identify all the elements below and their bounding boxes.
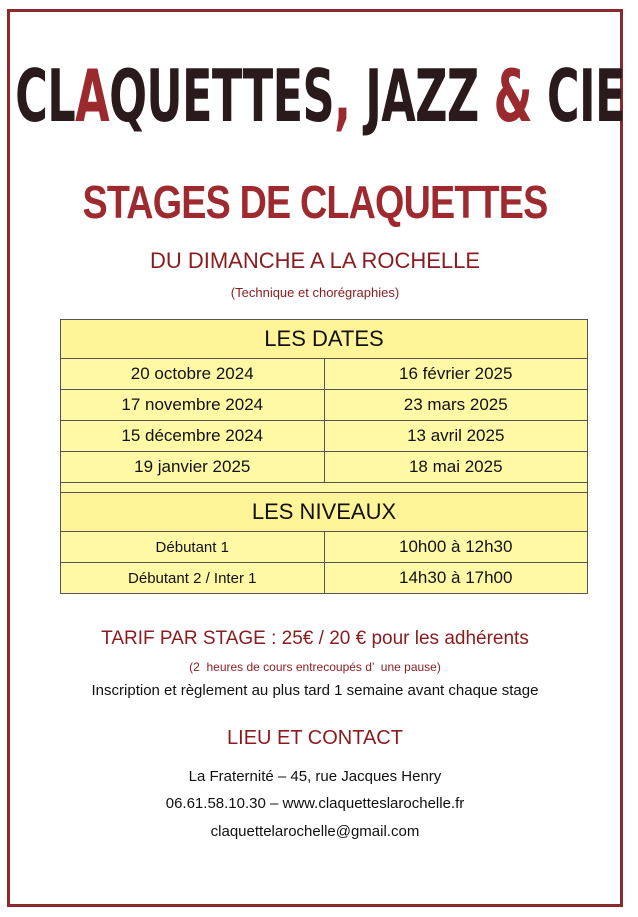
table-row (61, 390, 588, 421)
tarif-line: TARIF PAR STAGE : 25€ / 20 € pour les adhérents (101, 628, 529, 649)
table-spacer (61, 483, 588, 493)
dates-heading: LES DATES (61, 320, 588, 359)
contact-address: La Fraternité – 45, rue Jacques Henry (188, 768, 442, 785)
table-row (61, 359, 588, 390)
logo-part: A (75, 54, 110, 138)
dates-heading-row (61, 320, 588, 359)
date-cell: 17 novembre 2024 (61, 390, 325, 421)
logo-part: CL (15, 54, 76, 138)
logo-part: , (333, 54, 351, 138)
table-spacer-row (61, 483, 588, 493)
levels-heading-row (61, 493, 588, 532)
tarif-note: (2 heures de cours entrecoupés d’ une pause) (189, 660, 441, 674)
table-row (61, 563, 588, 594)
date-cell: 15 décembre 2024 (61, 421, 325, 452)
table-row (61, 452, 588, 483)
schedule-table (60, 319, 588, 594)
date-cell: 20 octobre 2024 (61, 359, 325, 390)
level-time-cell: 10h00 à 12h30 (324, 532, 588, 563)
logo-part: & (493, 54, 532, 138)
logo (15, 37, 625, 155)
date-cell: 23 mars 2025 (324, 390, 588, 421)
level-time-cell: 14h30 à 17h00 (324, 563, 588, 594)
flyer-page (7, 9, 623, 907)
table-row (61, 421, 588, 452)
date-cell: 16 février 2025 (324, 359, 588, 390)
date-cell: 13 avril 2025 (324, 421, 588, 452)
page-subtitle: DU DIMANCHE A LA ROCHELLE (149, 248, 481, 273)
date-cell: 18 mai 2025 (324, 452, 588, 483)
date-cell: 19 janvier 2025 (61, 452, 325, 483)
contact-heading: LIEU ET CONTACT (227, 727, 403, 749)
page-title: STAGES DE CLAQUETTES (82, 176, 548, 228)
level-name-cell: Débutant 2 / Inter 1 (61, 563, 325, 594)
inscription-line: Inscription et règlement au plus tard 1 semaine avant chaque stage (91, 682, 539, 699)
level-name-cell: Débutant 1 (61, 532, 325, 563)
table-row (61, 532, 588, 563)
logo-part: QUETTES (109, 54, 334, 138)
contact-phone-web: 06.61.58.10.30 – www.claquetteslarochelle.fr (165, 795, 465, 812)
logo-part: CIE (531, 54, 625, 138)
levels-heading: LES NIVEAUX (61, 493, 588, 532)
contact-email: claquettelarochelle@gmail.com (210, 823, 420, 840)
logo-part: JAZZ (350, 54, 494, 138)
subtitle-note: (Technique et chorégraphies) (230, 285, 400, 300)
